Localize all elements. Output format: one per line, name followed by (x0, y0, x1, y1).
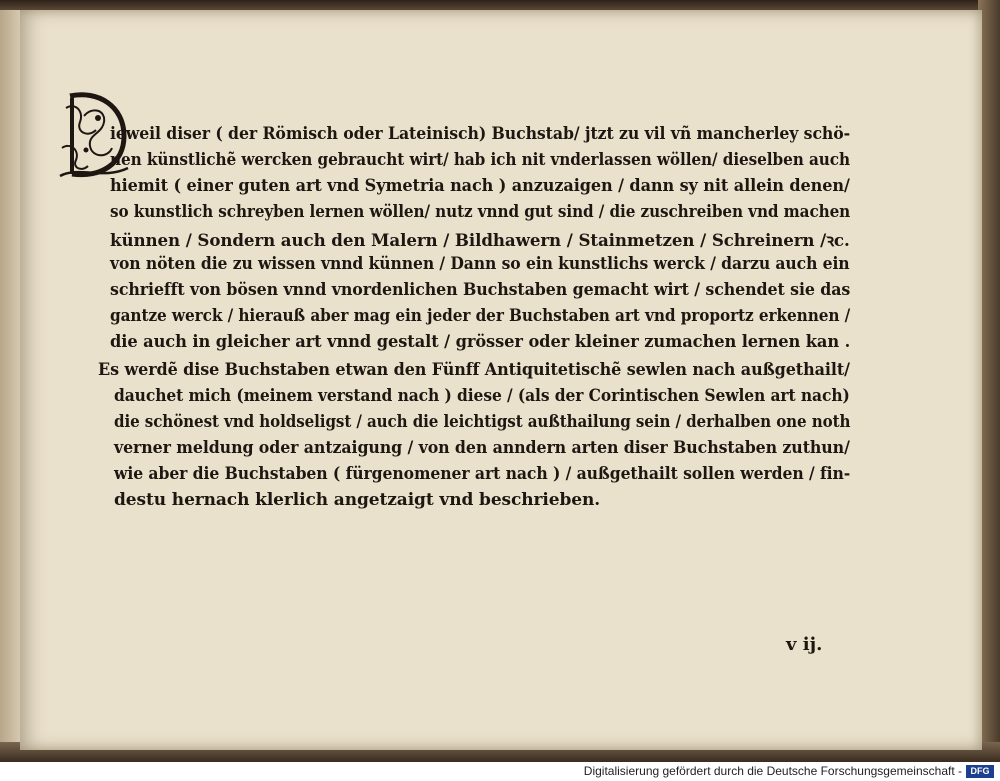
text-line: gantze werck / hierauß aber mag ein jeder der Buchstaben art vnd proportz erkennen / (110, 306, 851, 326)
text-line: von nöten die zu wissen vnnd künnen / Dann so ein kunstlichs werck / darzu auch ein (110, 254, 850, 274)
text-line: die schönest vnd holdseligst / auch die leichtigst außthailung sein / derhalben one noth (114, 412, 851, 432)
text-line: Es werdẽ dise Buchstaben etwan den Fünff Antiquitetischẽ sewlen nach außgethailt/ (98, 360, 850, 380)
text-line: wie aber die Buchstaben ( fürgenomener art nach ) / außgethailt sollen werden / fin- (114, 464, 851, 484)
text-line: nen künstlichẽ wercken gebraucht wirt/ hab ich nit vnderlassen wöllen/ dieselben auch (110, 150, 850, 170)
text-line: schriefft von bösen vnnd vnordenlichen Buchstaben gemacht wirt / schendet sie das (110, 280, 851, 300)
text-line: ieweil diser ( der Römisch oder Lateinisch) Buchstab/ jtzt zu vil vñ mancherley schö- (110, 124, 851, 144)
footer-credit-text: Digitalisierung gefördert durch die Deutsche Forschungsgemeinschaft - (583, 764, 962, 778)
text-line: verner meldung oder antzaigung / von den anndern arten diser Buchstaben zuthun/ (114, 438, 850, 458)
text-line: künnen / Sondern auch den Malern / Bildhawern / Stainmetzen / Schreinern /ꝛc. (110, 231, 850, 251)
text-line: so kunstlich schreyben lernen wöllen/ nutz vnnd gut sind / die zuschreiben vnd machen (110, 202, 851, 222)
digitization-footer (0, 762, 1000, 781)
signature-mark: v ij. (786, 634, 823, 655)
book-page (20, 10, 982, 750)
text-line: destu hernach klerlich angetzaigt vnd beschrieben. (114, 490, 601, 510)
text-line: hiemit ( einer guten art vnd Symetria nach ) anzuzaigen / dann sy nit allein denen/ (110, 176, 850, 196)
dfg-logo-icon: DFG (966, 765, 994, 778)
text-line: die auch in gleicher art vnnd gestalt / grösser oder kleiner zumachen lernen kan . (110, 332, 851, 352)
text-line: dauchet mich (meinem verstand nach ) diese / (als der Corintischen Sewlen art nach) (114, 386, 850, 406)
